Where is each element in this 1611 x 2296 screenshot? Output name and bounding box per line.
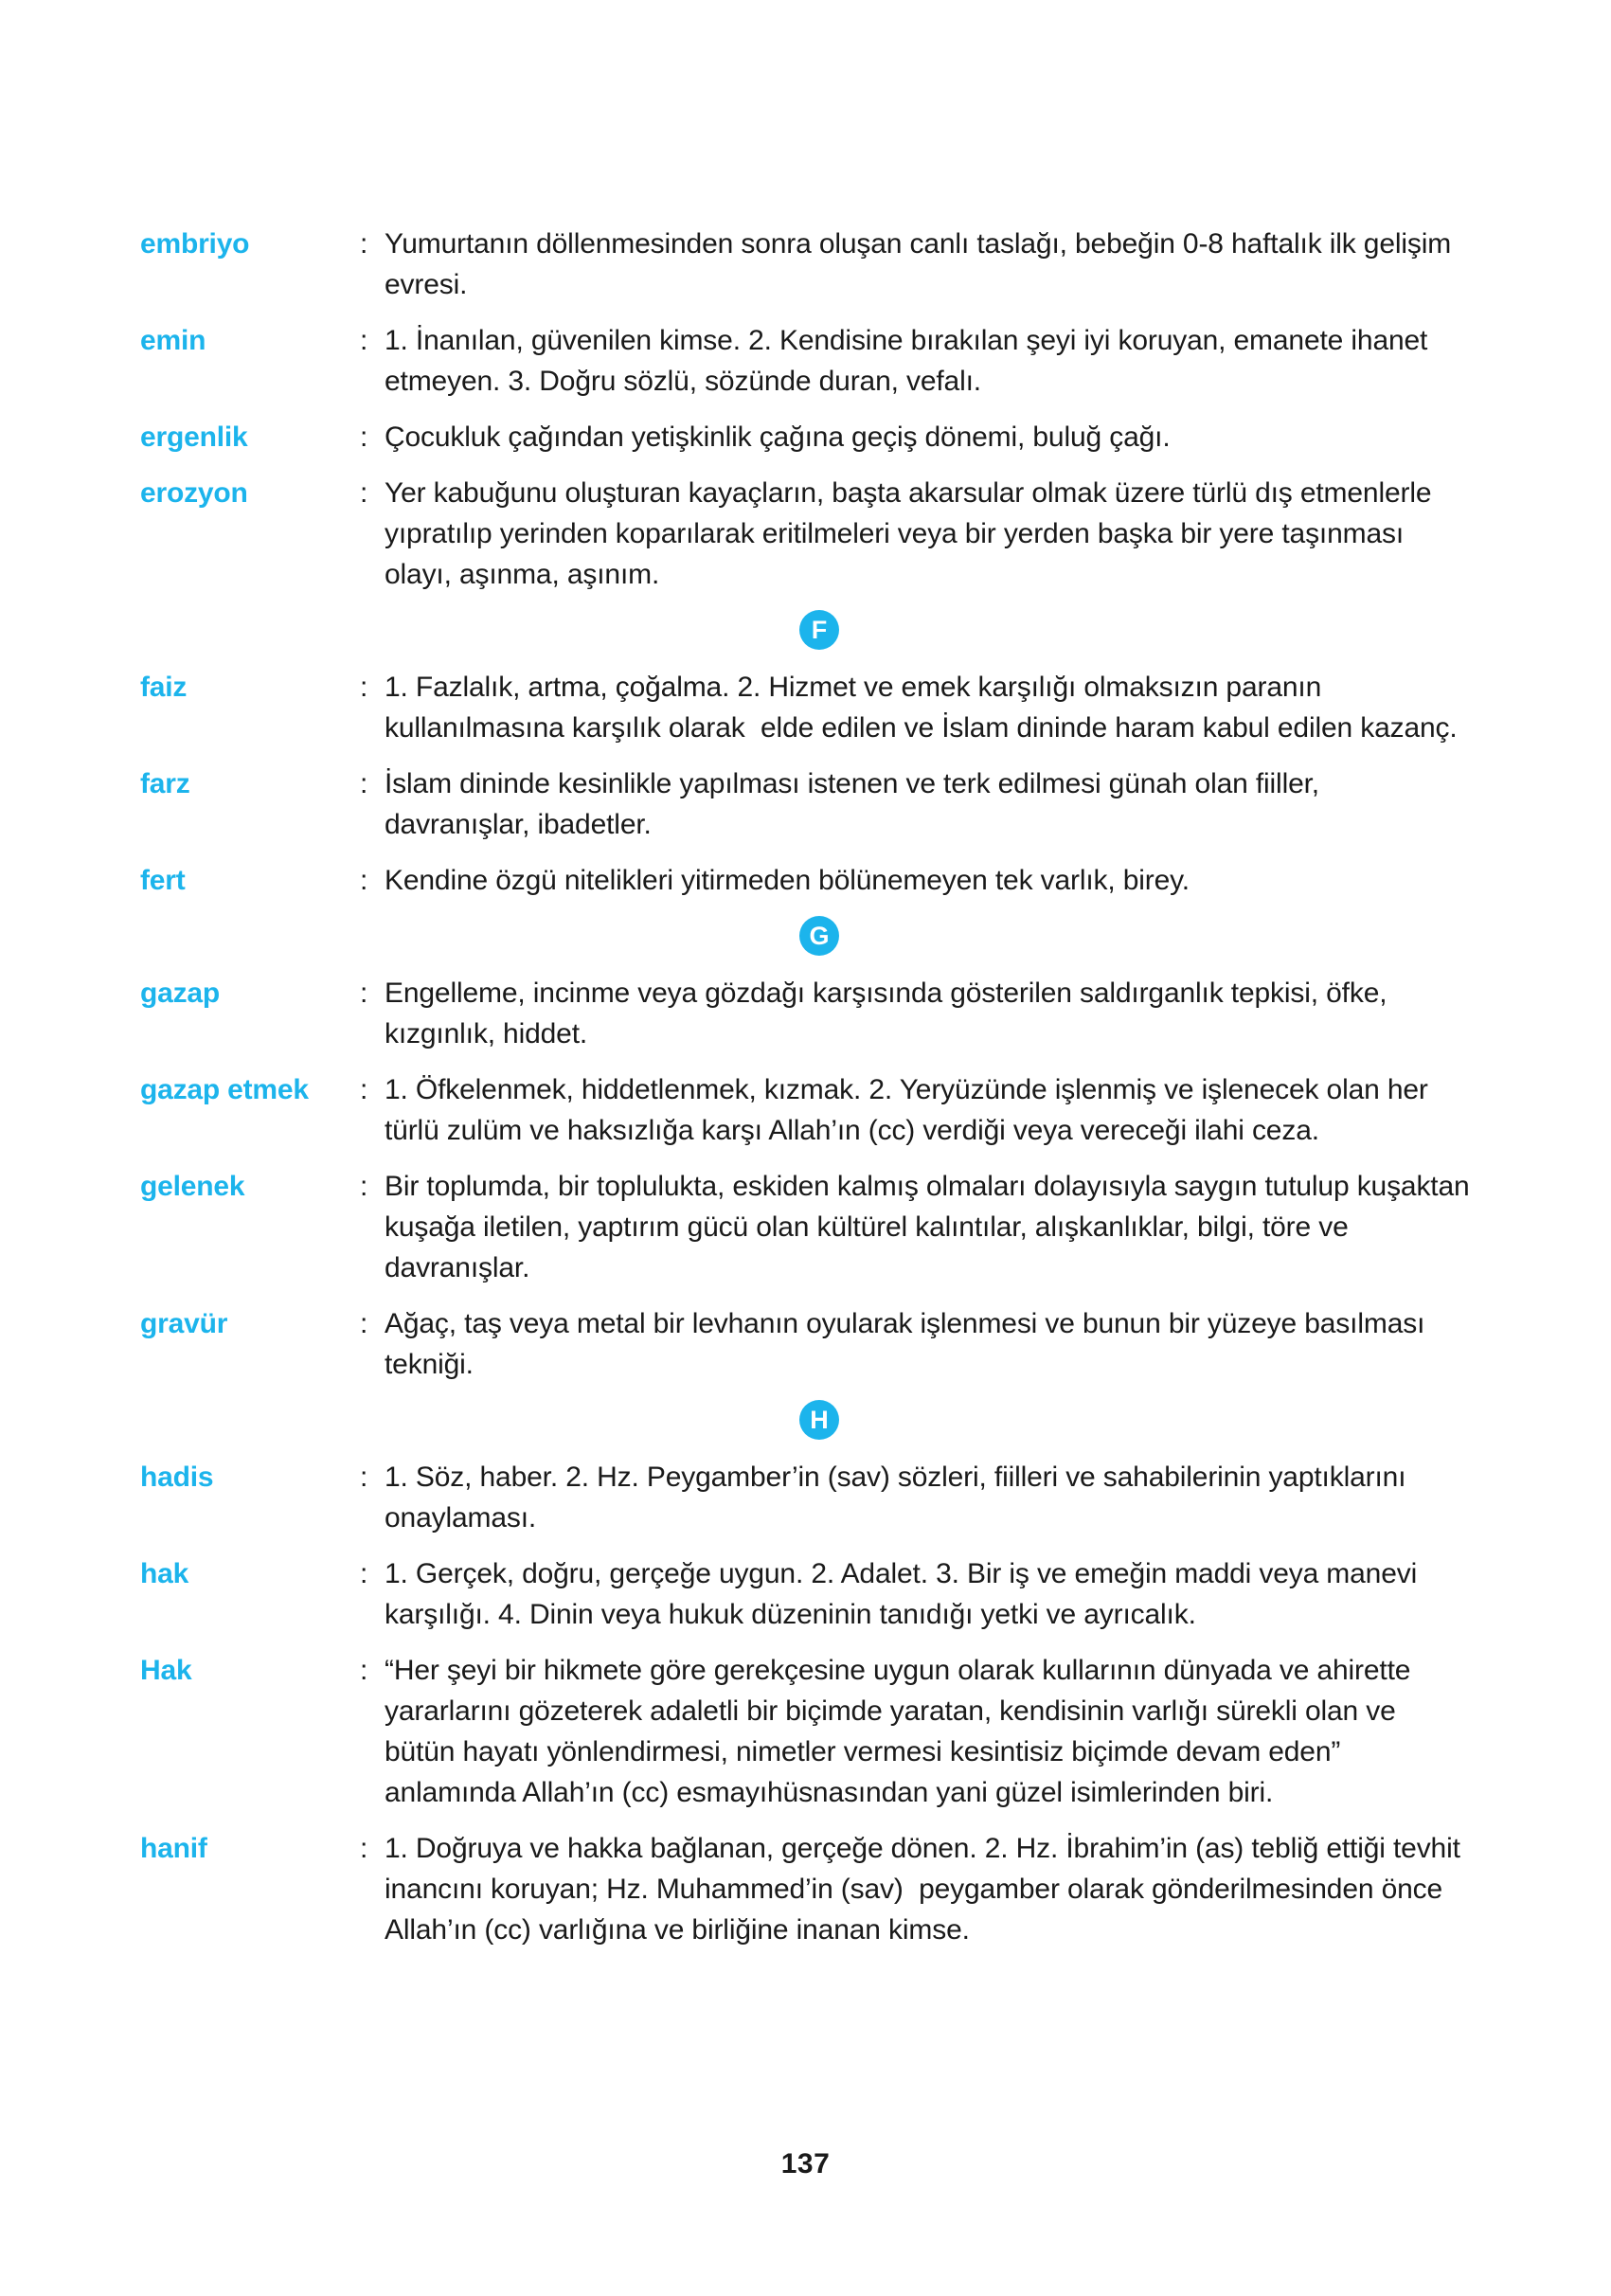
entry-separator: : bbox=[360, 1833, 368, 1864]
entry-separator: : bbox=[360, 1308, 368, 1339]
entry-definition: Yer kabuğunu oluşturan kayaçların, başta akarsular olmak üzere türlü dış etmenlerle yıpratılıp yerinden koparılarak eritilmeleri veya bir yerden başka bir yere taşınması olayı, aşınma, aşınım. bbox=[385, 477, 1440, 590]
entry-headword: hadis bbox=[140, 1462, 214, 1493]
glossary-entry bbox=[140, 224, 1470, 305]
entry-headword: hak bbox=[140, 1558, 189, 1589]
entry-separator: : bbox=[360, 325, 368, 356]
entry-headword: fert bbox=[140, 865, 186, 896]
entry-headword: farz bbox=[140, 768, 190, 799]
section-letter-badge: H bbox=[799, 1400, 839, 1440]
entry-definition: 1. İnanılan, güvenilen kimse. 2. Kendisine bırakılan şeyi iyi koruyan, emanete ihanet etmeyen. 3. Doğru sözlü, sözünde duran, vefalı. bbox=[385, 325, 1436, 397]
entry-separator: : bbox=[360, 1462, 368, 1493]
entry-definition: “Her şeyi bir hikmete göre gerekçesine uygun olarak kullarının dünyada ve ahirette yararlarını gözeterek adaletli bir biçimde yaratan, kendisinin varlığı sürekli olan ve bütün hayatı yönlendirmesi, nimetler vermesi kesintisiz biçimde devam eden” anlamında Allah’ın (cc) esmayıhüsnasından yani güzel isimlerinden biri. bbox=[385, 1655, 1419, 1808]
section-letter-badge: F bbox=[799, 610, 839, 650]
entry-headword: gelenek bbox=[140, 1171, 245, 1202]
entry-definition: Çocukluk çağından yetişkinlik çağına geçiş dönemi, buluğ çağı. bbox=[385, 422, 1171, 453]
entry-headword: embriyo bbox=[140, 228, 250, 260]
entry-separator: : bbox=[360, 1074, 368, 1105]
entry-definition: 1. Söz, haber. 2. Hz. Peygamber’in (sav) sözleri, fiilleri ve sahabilerinin yaptıklarını onaylaması. bbox=[385, 1462, 1414, 1534]
entry-headword: gazap etmek bbox=[140, 1074, 309, 1105]
section-letter-f bbox=[140, 610, 1470, 650]
glossary-entry bbox=[140, 1650, 1470, 1813]
entry-definition: 1. Fazlalık, artma, çoğalma. 2. Hizmet ve emek karşılığı olmaksızın paranın kullanılmasına karşılık olarak elde edilen ve İslam dininde haram kabul edilen kazanç. bbox=[385, 672, 1458, 744]
entry-separator: : bbox=[360, 1171, 368, 1202]
glossary-entry bbox=[140, 973, 1470, 1054]
glossary-entry bbox=[140, 320, 1470, 402]
entry-separator: : bbox=[360, 422, 368, 453]
glossary-entry bbox=[140, 860, 1470, 901]
entry-headword: emin bbox=[140, 325, 206, 356]
entry-headword: gazap bbox=[140, 978, 221, 1009]
glossary-entry bbox=[140, 763, 1470, 845]
section-letter-g bbox=[140, 916, 1470, 956]
entry-headword: erozyon bbox=[140, 477, 248, 509]
entry-headword: gravür bbox=[140, 1308, 228, 1339]
entry-definition: Bir toplumda, bir toplulukta, eskiden kalmış olmaları dolayısıyla saygın tutulup kuşaktan kuşağa iletilen, yaptırım gücü olan kültürel kalıntılar, alışkanlıklar, bilgi, töre ve davranışlar. bbox=[385, 1171, 1477, 1283]
section-letter-badge: G bbox=[799, 916, 839, 956]
entry-definition: Yumurtanın döllenmesinden sonra oluşan canlı taslağı, bebeğin 0-8 haftalık ilk gelişim evresi. bbox=[385, 228, 1459, 300]
entry-definition: 1. Gerçek, doğru, gerçeğe uygun. 2. Adalet. 3. Bir iş ve emeğin maddi veya manevi karşılığı. 4. Dinin veya hukuk düzeninin tanıdığı yetki ve ayrıcalık. bbox=[385, 1558, 1425, 1630]
entry-separator: : bbox=[360, 865, 368, 896]
entry-separator: : bbox=[360, 672, 368, 703]
glossary-entry bbox=[140, 473, 1470, 595]
entry-definition: Ağaç, taş veya metal bir levhanın oyularak işlenmesi ve bunun bir yüzeye basılması tekniği. bbox=[385, 1308, 1433, 1380]
entry-separator: : bbox=[360, 978, 368, 1009]
page-number: 137 bbox=[780, 2148, 831, 2179]
entry-definition: 1. Öfkelenmek, hiddetlenmek, kızmak. 2. Yeryüzünde işlenmiş ve işlenecek olan her türlü zulüm ve haksızlığa karşı Allah’ın (cc) verdiği veya vereceği ilahi ceza. bbox=[385, 1074, 1436, 1146]
entry-separator: : bbox=[360, 768, 368, 799]
glossary-entry bbox=[140, 1303, 1470, 1385]
glossary-entry bbox=[140, 1069, 1470, 1151]
entry-definition: Engelleme, incinme veya gözdağı karşısında gösterilen saldırganlık tepkisi, öfke, kızgınlık, hiddet. bbox=[385, 978, 1395, 1049]
entry-headword: ergenlik bbox=[140, 422, 248, 453]
entry-headword: faiz bbox=[140, 672, 188, 703]
glossary-entry bbox=[140, 1828, 1470, 1950]
glossary-entry bbox=[140, 1457, 1470, 1538]
entry-headword: hanif bbox=[140, 1833, 207, 1864]
entry-separator: : bbox=[360, 1558, 368, 1589]
glossary-entry bbox=[140, 417, 1470, 457]
section-letter-h bbox=[140, 1400, 1470, 1440]
glossary-entry-list bbox=[140, 224, 1477, 1965]
glossary-entry bbox=[140, 1553, 1470, 1635]
entry-separator: : bbox=[360, 228, 368, 260]
entry-separator: : bbox=[360, 477, 368, 509]
glossary-entry bbox=[140, 667, 1470, 748]
glossary-entry bbox=[140, 1166, 1477, 1288]
entry-headword: Hak bbox=[140, 1655, 192, 1686]
entry-definition: Kendine özgü nitelikleri yitirmeden bölünemeyen tek varlık, birey. bbox=[385, 865, 1190, 896]
entry-definition: 1. Doğruya ve hakka bağlanan, gerçeğe dönen. 2. Hz. İbrahim’in (as) tebliğ ettiği tevhit inancını koruyan; Hz. Muhammed’in (sav) peygamber olarak gönderilmesinden önce Allah’ın (cc) varlığına ve birliğine inanan kimse. bbox=[385, 1833, 1468, 1946]
entry-separator: : bbox=[360, 1655, 368, 1686]
entry-definition: İslam dininde kesinlikle yapılması istenen ve terk edilmesi günah olan fiiller, davranışlar, ibadetler. bbox=[385, 768, 1328, 840]
